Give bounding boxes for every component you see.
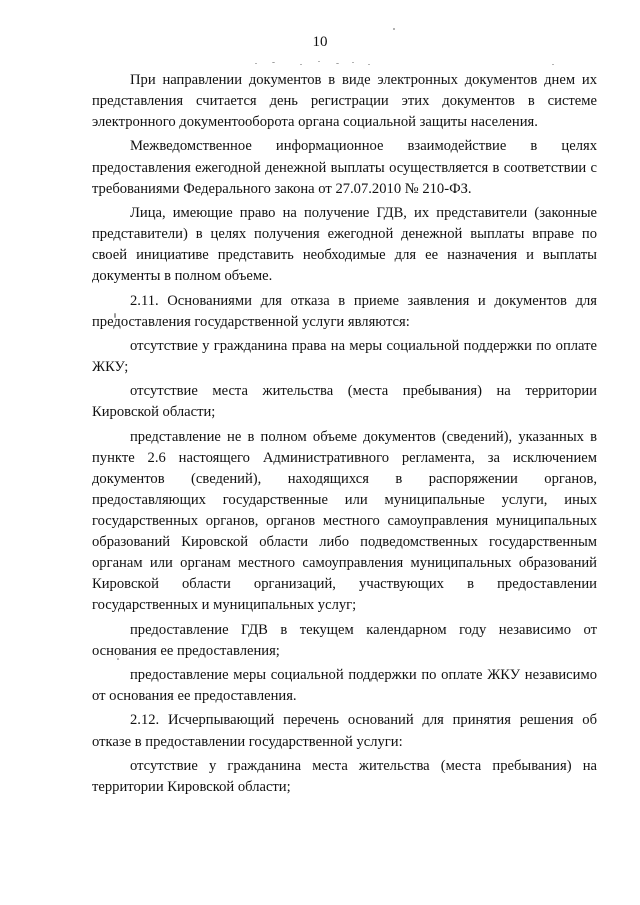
page-number: 10 bbox=[312, 34, 328, 50]
paragraph: отсутствие места жительства (места пребывания) на территории Кировской области; bbox=[92, 383, 597, 421]
paragraph: 2.11. Основаниями для отказа в приеме заявления и документов для предоставления государственной услуги являются: bbox=[92, 292, 597, 330]
paragraph: представление не в полном объеме документов (сведений), указанных в пункте 2.6 настоящего Административного регламента, за исключением документов (сведений), находящихся в распоряжении органов, предоставляющих государственные или муниципальные услуги, иных государственных органов, органов местного самоуправления муниципальных образований Кировской области либо подведомственных государственным органам или органам местного самоуправления муниципальных образований Кировской области организаций, участвующих в предоставлении государственных и муниципальных услуг; bbox=[92, 428, 597, 614]
paragraph: Межведомственное информационное взаимодействие в целях предоставления ежегодной денежной выплаты осуществляется в соответствии с требованиями Федерального закона от 27.07.2010 № 210-ФЗ. bbox=[92, 138, 597, 197]
document-body bbox=[92, 70, 597, 801]
paragraph: предоставление меры социальной поддержки по оплате ЖКУ независимо от основания ее предоставления. bbox=[92, 667, 597, 705]
paragraph: предоставление ГДВ в текущем календарном году независимо от основания ее предоставления; bbox=[92, 621, 597, 659]
paragraph: отсутствие у гражданина места жительства (места пребывания) на территории Кировской области; bbox=[92, 757, 597, 795]
paragraph: Лица, имеющие право на получение ГДВ, их представители (законные представители) в целях получения ежегодной денежной выплаты вправе по своей инициативе представить необходимые для ее назначения и выплаты документы в полном объеме. bbox=[92, 204, 597, 285]
paragraph: При направлении документов в виде электронных документов днем их представления считается день регистрации этих документов в системе электронного документооборота органа социальной защиты населения. bbox=[92, 72, 597, 131]
paragraph: 2.12. Исчерпывающий перечень оснований для принятия решения об отказе в предоставлении государственной услуги: bbox=[92, 712, 597, 750]
paragraph: отсутствие у гражданина права на меры социальной поддержки по оплате ЖКУ; bbox=[92, 337, 597, 375]
